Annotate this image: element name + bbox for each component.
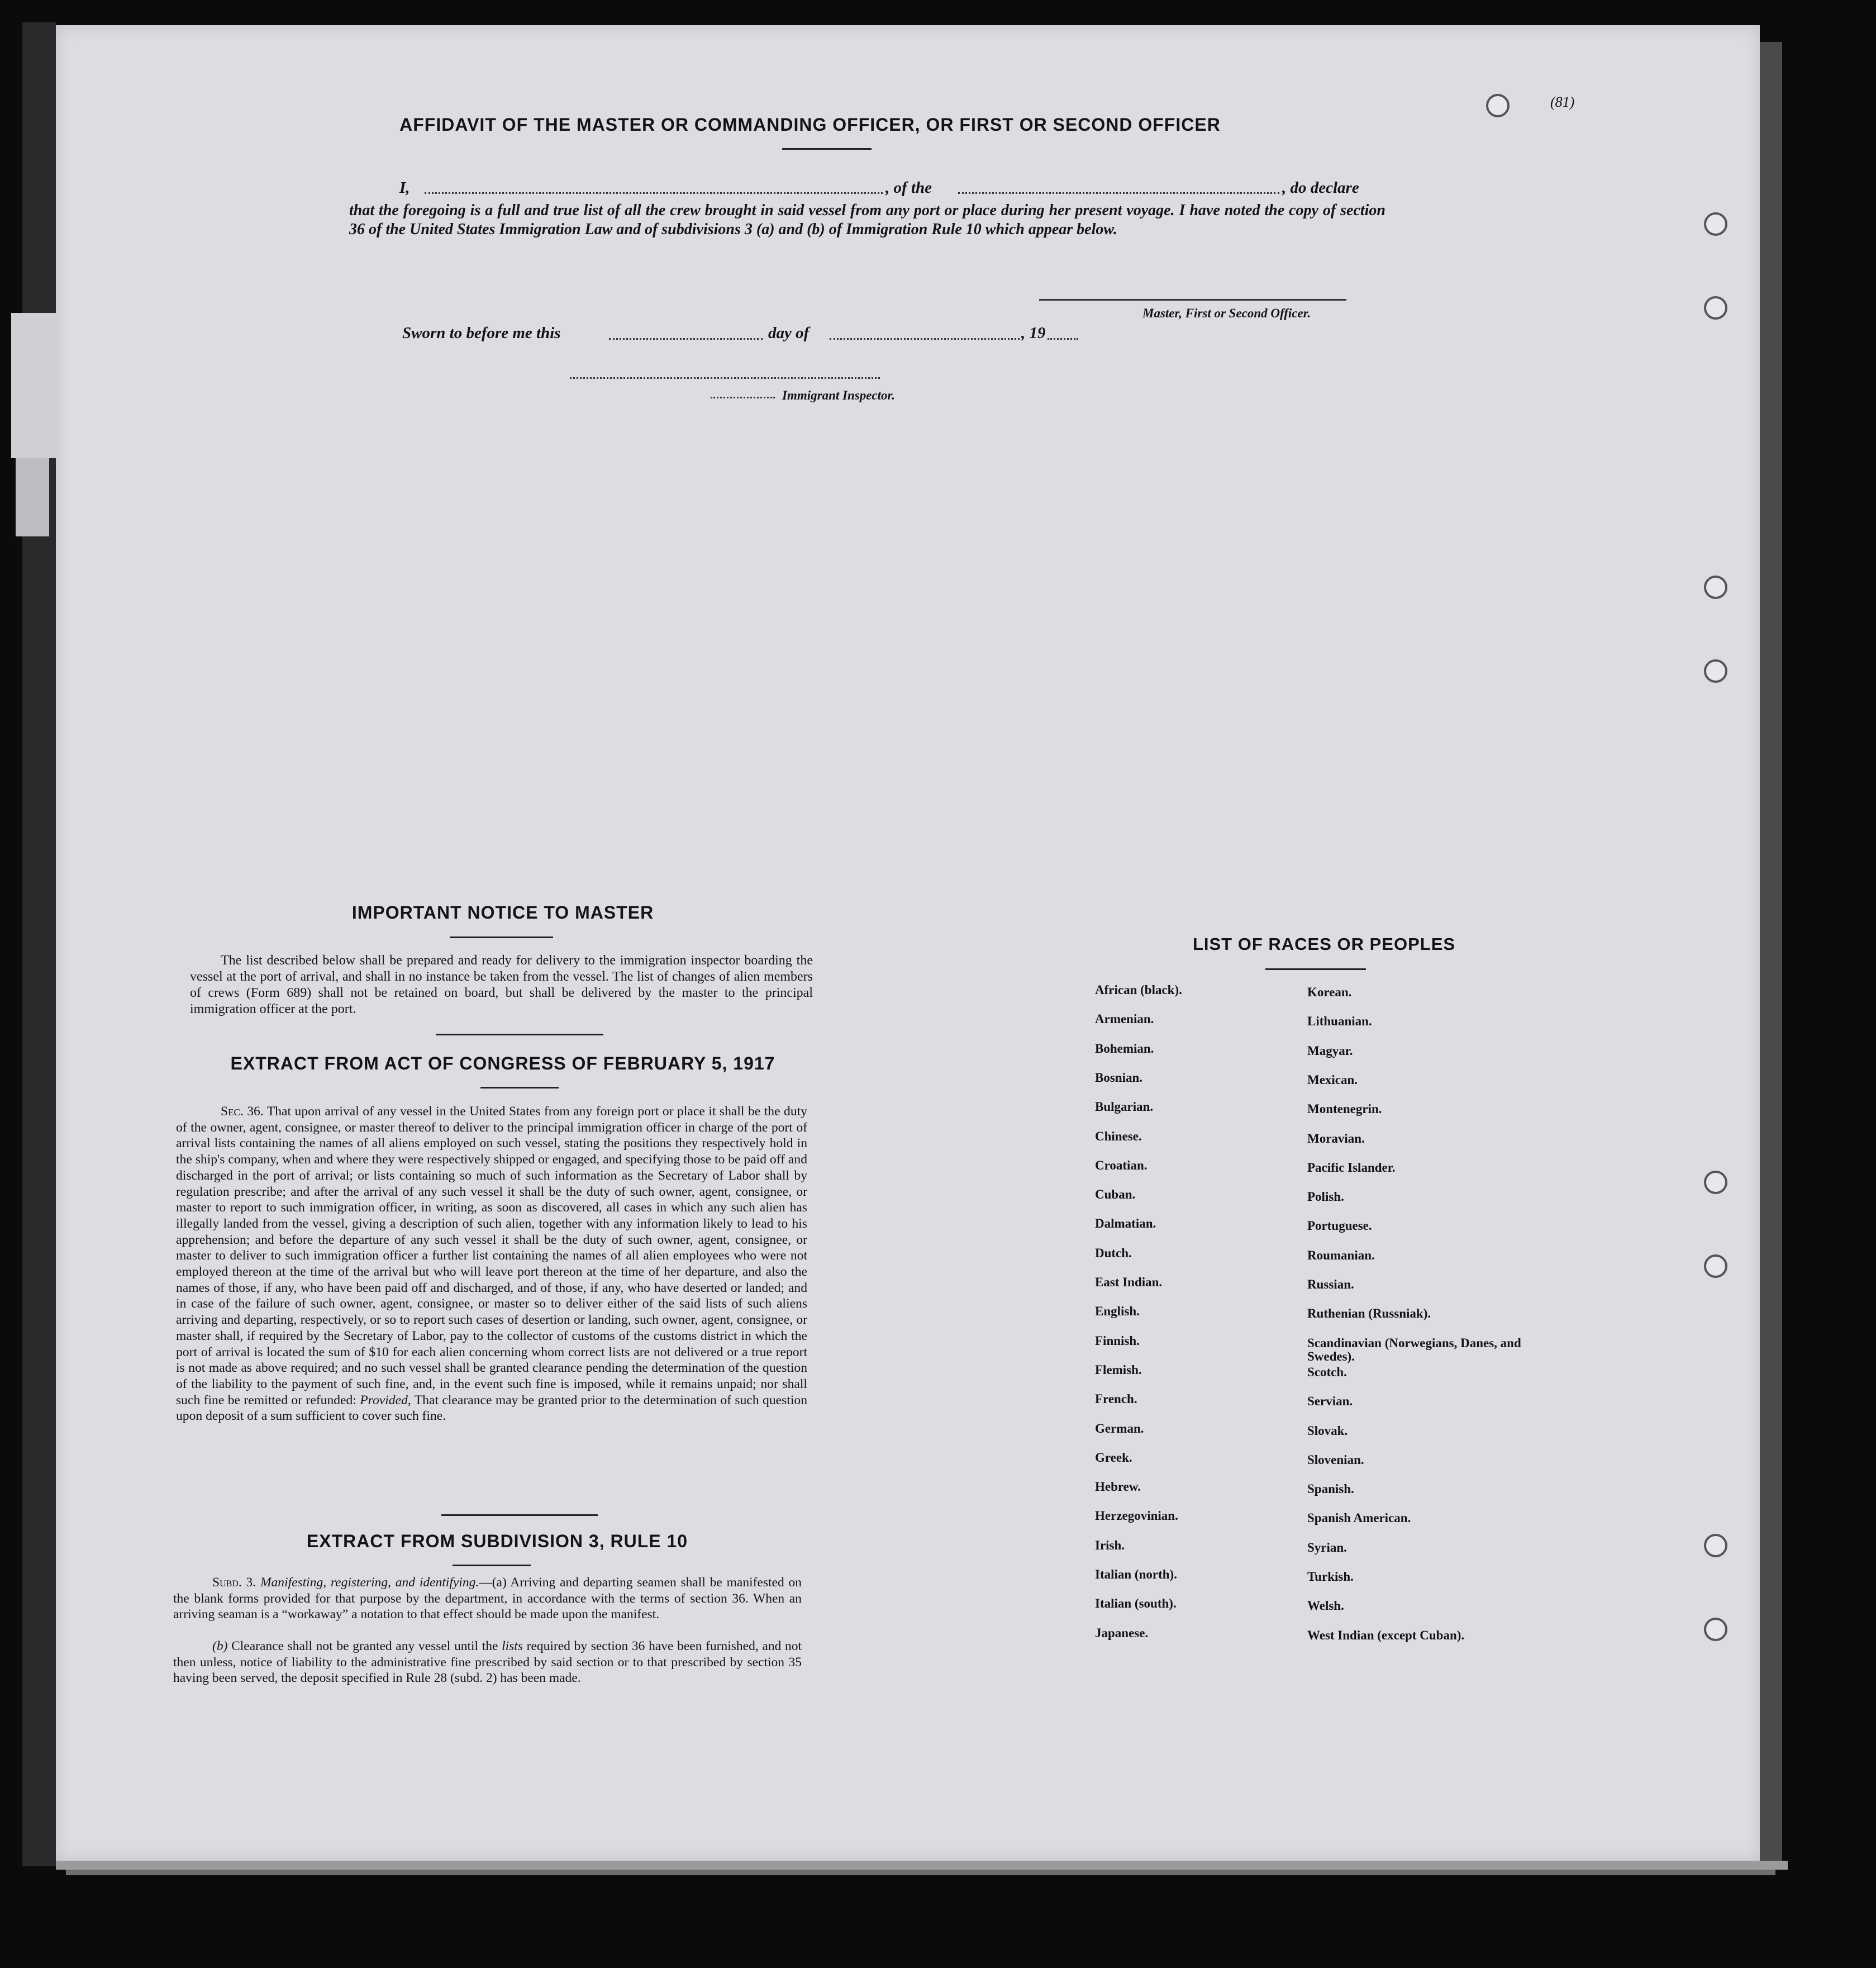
corner-mark: (81)	[1550, 94, 1575, 110]
races-underline	[1265, 968, 1366, 970]
para-b-post: required by section 36 have been furnished, and not then unless, notice of liability to the administrative fine prescribed by said section or to that prescribed by section 35 having been served, the deposit specified in Rule 28 (subd. 2) has been made.	[173, 1639, 802, 1685]
master-signature-label: Master, First or Second Officer.	[1142, 306, 1311, 320]
rule-para-a	[173, 1575, 802, 1623]
race-item: Korean.	[1307, 985, 1352, 999]
race-item: Cuban.	[1095, 1187, 1136, 1202]
act-underline	[480, 1087, 559, 1088]
race-item: Polish.	[1307, 1190, 1344, 1204]
race-item: Dalmatian.	[1095, 1216, 1156, 1231]
notice-title: IMPORTANT NOTICE TO MASTER	[351, 902, 654, 923]
inspector-label: Immigrant Inspector.	[782, 388, 895, 402]
section-divider	[436, 1034, 603, 1035]
binder-hole-icon	[1704, 212, 1727, 236]
master-signature-line[interactable]	[1039, 299, 1346, 301]
provided-text: That clearance may be granted prior to the determination of such question upon deposit of a sum sufficient to cover such fine.	[176, 1392, 807, 1424]
affidavit-do-declare: , do declare	[1282, 179, 1359, 197]
provided-label: Provided,	[360, 1392, 411, 1408]
race-item: Roumanian.	[1307, 1248, 1375, 1262]
races-title: LIST OF RACES OR PEOPLES	[1192, 934, 1456, 954]
race-item: Portuguese.	[1307, 1219, 1372, 1233]
sworn-prefix: Sworn to before me this	[402, 324, 561, 342]
affidavit-of-the: , of the	[885, 179, 932, 197]
adjacent-page-scrap	[11, 313, 56, 458]
subd-heading: Manifesting, registering, and identifying.	[260, 1575, 479, 1590]
race-item: East Indian.	[1095, 1275, 1163, 1289]
race-item: Bosnian.	[1095, 1070, 1143, 1085]
subd-label: Subd. 3.	[212, 1575, 256, 1590]
binder-hole-icon	[1486, 94, 1510, 117]
race-item: Croatian.	[1095, 1158, 1147, 1172]
binder-hole-icon	[1704, 1171, 1727, 1194]
race-item: Italian (south).	[1095, 1596, 1177, 1611]
race-item: Hebrew.	[1095, 1480, 1141, 1494]
race-item: African (black).	[1095, 983, 1182, 997]
vessel-blank[interactable]	[958, 192, 1279, 194]
race-item: Pacific Islander.	[1307, 1160, 1396, 1175]
para-a-text: —(a) Arriving and departing seamen shall be manifested on the blank forms provided for that purpose by the department, in accordance with the terms of section 36. When an arriving seaman is a “workaway” a notation to that effect should be made upon the manifest.	[173, 1575, 802, 1622]
para-b-label: (b)	[212, 1639, 228, 1653]
race-item: Servian.	[1307, 1394, 1353, 1409]
month-blank[interactable]	[830, 338, 1020, 340]
rule-para-b	[173, 1638, 802, 1686]
race-item: Spanish American.	[1307, 1511, 1411, 1525]
race-item: Mexican.	[1307, 1072, 1358, 1087]
race-item: Welsh.	[1307, 1599, 1344, 1613]
race-item: Greek.	[1095, 1450, 1132, 1465]
race-item: Herzegovinian.	[1095, 1509, 1178, 1523]
para-b-pre: Clearance shall not be granted any vessel until the	[231, 1639, 498, 1653]
race-item: Slovenian.	[1307, 1452, 1364, 1467]
race-item: West Indian (except Cuban).	[1307, 1628, 1465, 1642]
page-edge-shadow	[1760, 42, 1782, 1869]
race-item: Scotch.	[1307, 1365, 1347, 1379]
affidavit-title: AFFIDAVIT OF THE MASTER OR COMMANDING OFFICER, OR FIRST OR SECOND OFFICER	[399, 115, 1221, 135]
race-item: Chinese.	[1095, 1129, 1142, 1143]
race-item: Dutch.	[1095, 1246, 1132, 1260]
race-item: Spanish.	[1307, 1482, 1354, 1496]
affidavit-body: that the foregoing is a full and true list of all the crew brought in said vessel from any port or place during her present voyage. I have noted the copy of section 36 of the United States Immigration Law and of subdivisions 3 (a) and (b) of Immigration Rule 10 which appear below.	[349, 202, 1385, 238]
race-item: Bohemian.	[1095, 1041, 1154, 1056]
race-item: Japanese.	[1095, 1625, 1149, 1640]
para-b-lists: lists	[502, 1639, 523, 1653]
day-blank[interactable]	[609, 338, 763, 340]
binder-hole-icon	[1704, 576, 1727, 599]
binder-hole-icon	[1704, 1618, 1727, 1641]
race-item: Flemish.	[1095, 1362, 1142, 1377]
inspector-signature-line[interactable]	[570, 377, 880, 379]
race-item: Finnish.	[1095, 1333, 1140, 1348]
sworn-year: , 19	[1021, 324, 1046, 342]
race-item: Italian (north).	[1095, 1567, 1177, 1581]
affidavit-i: I,	[399, 179, 410, 197]
binder-hole-icon	[1704, 659, 1727, 683]
page-bottom-edge	[56, 1861, 1788, 1870]
race-item: Magyar.	[1307, 1043, 1353, 1058]
race-item: French.	[1095, 1392, 1137, 1406]
adjacent-page-scrap	[16, 458, 49, 536]
year-blank[interactable]	[1047, 338, 1078, 340]
race-item: Slovak.	[1307, 1423, 1348, 1438]
notice-body: The list described below shall be prepared and ready for delivery to the immigration inspector boarding the vessel at the port of arrival, and shall in no instance be taken from the vessel. The list of changes of alien members of crews (Form 689) shall not be retained on board, but shall be delivered by the master to the principal immigration officer at the port.	[190, 953, 813, 1016]
title-underline	[782, 148, 872, 150]
name-blank[interactable]	[425, 192, 883, 194]
race-item: Moravian.	[1307, 1131, 1365, 1145]
race-item: Ruthenian (Russniak).	[1307, 1306, 1431, 1321]
act-section-36	[176, 1104, 807, 1424]
race-item: Armenian.	[1095, 1012, 1154, 1026]
section-36-text: That upon arrival of any vessel in the United States from any foreign port or place it shall be the duty of the owner, agent, consignee, or master thereof to deliver to the principal immigration officer in charge of the port of arrival lists containing the names of all aliens employed on such vessel, stating the positions they respectively hold in the ship's company, when and where they were respectively shipped or engaged, and specifying those to be paid off and discharged in the port of arrival; or lists containing so much of such information as the Secretary of Labor shall by regulation prescribe; and after the arrival of any such vessel it shall be the duty of such owner, agent, consignee, or master to report to such immigration officer, in writing, as soon as discovered, all cases in which any such alien has illegally landed from the vessel, giving a description of such alien, together with any information likely to lead to his apprehension; and before the departure of any such vessel it shall be the duty of such owner, agent, consignee, or master to deliver to such immigration officer a further list containing the names of all alien employees who were not employed thereon at the time of the arrival but who will leave port thereon at the time of her departure, and also the names of those, if any, who have been paid off and discharged, and of those, if any, who have deserted or landed; and in case of the failure of such owner, agent, consignee, or master so to deliver either of the said lists of such aliens arriving and departing, respectively, or so to report such cases of desertion or landing, such owner, agent, consignee, or master shall, if required by the Secretary of Labor, pay to the collector of customs of the customs district in which the port of arrival is located the sum of $10 for each alien concerning whom correct lists are not delivered or a true report is not made as above required; and no such vessel shall be granted clearance pending the determination of the question of the liability to the payment of such fine, and, in the event such fine is imposed, while it remains unpaid; nor shall such fine be remitted or refunded:	[176, 1104, 807, 1408]
section-divider	[441, 1514, 598, 1516]
rule-title: EXTRACT FROM SUBDIVISION 3, RULE 10	[306, 1531, 688, 1551]
notice-underline	[450, 937, 553, 938]
race-item: Scandinavian (Norwegians, Danes, and Swedes).	[1307, 1335, 1521, 1363]
race-item: Irish.	[1095, 1538, 1125, 1552]
race-item: Montenegrin.	[1307, 1102, 1382, 1116]
inspector-dots	[711, 397, 775, 398]
binder-hole-icon	[1704, 1254, 1727, 1278]
race-item: Lithuanian.	[1307, 1014, 1372, 1029]
sworn-day-of: day of	[768, 324, 810, 342]
race-item: Bulgarian.	[1095, 1100, 1154, 1114]
binder-hole-icon	[1704, 296, 1727, 320]
act-title: EXTRACT FROM ACT OF CONGRESS OF FEBRUARY 5, 1917	[230, 1053, 775, 1073]
race-item: Russian.	[1307, 1277, 1354, 1291]
rule-underline	[453, 1565, 531, 1566]
race-item: English.	[1095, 1304, 1140, 1319]
page-bottom-edge	[66, 1870, 1775, 1875]
binder-hole-icon	[1704, 1534, 1727, 1557]
race-item: German.	[1095, 1421, 1144, 1435]
section-label: Sec. 36.	[221, 1104, 264, 1119]
binding-edge	[22, 22, 56, 1866]
race-item: Turkish.	[1307, 1570, 1354, 1584]
race-item: Syrian.	[1307, 1540, 1347, 1555]
